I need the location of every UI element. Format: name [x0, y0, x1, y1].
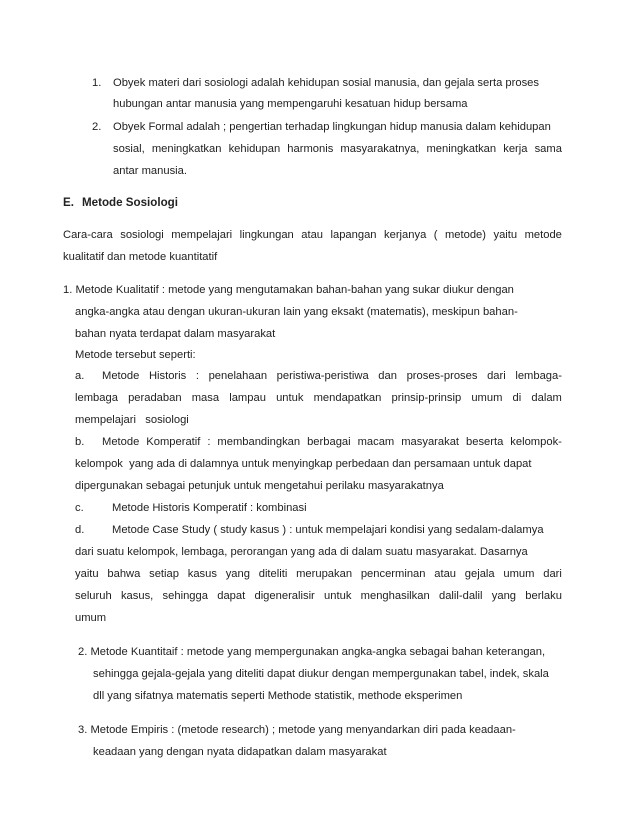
kualitatif-line-4: Metode tersebut seperti:: [75, 349, 196, 361]
word: mendapatkan: [313, 392, 382, 404]
word: yaitu: [493, 229, 518, 241]
word: metode): [444, 229, 487, 241]
item-b-line-1: [102, 435, 562, 449]
word: Metode: [102, 370, 140, 382]
word: pencerminan: [360, 568, 426, 580]
word: berlaku: [525, 590, 562, 602]
item-d-line-2: dari suatu kelompok, lembaga, perorangan yang ada di dalam suatu masyarakat. Dasarnya: [75, 546, 528, 558]
word: prinsip-prinsip: [391, 392, 462, 404]
word: masyarakatnya,: [340, 143, 420, 155]
word: dalam: [531, 392, 562, 404]
word: :: [195, 370, 199, 382]
word: dalil-dalil: [438, 590, 483, 602]
item-b-line-2: kelompok yang ada di dalamnya untuk menyingkap perbedaan dan persamaan untuk dapat: [75, 458, 532, 470]
word: Metode: [102, 436, 140, 448]
word: Historis: [148, 370, 187, 382]
word: lembaga: [75, 392, 118, 404]
word: atau: [301, 229, 324, 241]
word: kasus: [187, 568, 217, 580]
word: harmonis: [287, 143, 334, 155]
word: merupakan: [296, 568, 353, 580]
word: atau: [434, 568, 457, 580]
word: umum: [503, 568, 535, 580]
intro-list-item-1-line-1: Obyek materi dari sosiologi adalah kehidupan sosial manusia, dan gejala serta proses: [113, 77, 539, 89]
item-d-line-1: Metode Case Study ( study kasus ) : untuk mempelajari kondisi yang sedalam-dalamya: [112, 524, 544, 536]
word: proses-proses: [406, 370, 478, 382]
word: seluruh: [75, 590, 112, 602]
word: lampau: [229, 392, 266, 404]
word: yang: [491, 590, 517, 602]
item-b-letter: b.: [75, 436, 85, 448]
kuantitatif-line-1: 2. Metode Kuantitaif : metode yang mempergunakan angka-angka sebagai bahan keterangan,: [78, 646, 546, 658]
item-d-line-3: [75, 567, 562, 581]
word: peristiwa-peristiwa: [276, 370, 369, 382]
word: digeneralisir: [254, 590, 315, 602]
word: membandingkan: [217, 436, 301, 448]
intro-paragraph-line-1: [63, 228, 562, 242]
word: macam: [357, 436, 395, 448]
word: dari: [543, 568, 562, 580]
word: yang: [225, 568, 250, 580]
intro-list-item-2-line-2: [113, 142, 562, 156]
word: Cara-cara: [63, 229, 113, 241]
word: gejala: [464, 568, 495, 580]
item-a-line-2: [75, 391, 562, 405]
word: penelahaan: [208, 370, 268, 382]
word: dan: [378, 370, 397, 382]
empiris-line-2: keadaan yang dengan nyata didapatkan dalam masyarakat: [93, 746, 387, 758]
word: metode: [524, 229, 562, 241]
word: kerja: [503, 143, 528, 155]
item-b-line-3: dipergunakan sebagai petunjuk untuk mengetahui perilaku masyarakatnya: [75, 480, 444, 492]
kuantitatif-line-3: dll yang sifatnya matematis seperti Methode statistik, methode eksperimen: [93, 690, 463, 702]
item-a-line-1: [102, 369, 562, 383]
word: untuk: [324, 590, 352, 602]
word: umum: [471, 392, 503, 404]
word: diteliti: [258, 568, 288, 580]
word: meningkatkan: [151, 143, 222, 155]
item-d-line-5: umum: [75, 612, 107, 624]
word: Komperatif: [146, 436, 201, 448]
word: peradaban: [128, 392, 182, 404]
word: setiap: [149, 568, 179, 580]
intro-list-number-2: 2.: [92, 121, 102, 133]
word: meningkatkan: [426, 143, 497, 155]
intro-list-item-2-line-3: antar manusia.: [113, 165, 188, 177]
word: menghasilkan: [360, 590, 430, 602]
word: di: [512, 392, 522, 404]
word: berbagai: [307, 436, 351, 448]
word: untuk: [276, 392, 304, 404]
intro-list-item-1-line-2: hubungan antar manusia yang mempengaruhi kesatuan hidup bersama: [113, 98, 468, 110]
word: kelompok-: [510, 436, 562, 448]
section-title: Metode Sosiologi: [82, 196, 178, 209]
word: kehidupan: [228, 143, 281, 155]
word: sosiologi: [120, 229, 164, 241]
item-a-letter: a.: [75, 370, 85, 382]
item-a-line-3: mempelajari sosiologi: [75, 414, 189, 426]
item-d-letter: d.: [75, 524, 85, 536]
word: kasus,: [120, 590, 154, 602]
intro-list-item-2-line-1: Obyek Formal adalah ; pengertian terhadap lingkungan hidup manusia dalam kehidupan: [113, 121, 551, 133]
word: masa: [191, 392, 220, 404]
word: lembaga-: [515, 370, 562, 382]
word: dari: [487, 370, 506, 382]
word: bahwa: [107, 568, 141, 580]
word: yaitu: [75, 568, 99, 580]
word: beserta: [466, 436, 504, 448]
kuantitatif-line-2: sehingga gejala-gejala yang diteliti dapat diukur dengan mempergunakan tabel, indek, skala: [93, 668, 549, 680]
item-d-line-4: [75, 589, 562, 603]
word: kerjanya: [384, 229, 427, 241]
word: mempelajari: [171, 229, 233, 241]
word: masyarakat: [401, 436, 460, 448]
word: sehingga: [162, 590, 208, 602]
intro-paragraph-line-2: kualitatif dan metode kuantitatif: [63, 251, 218, 263]
item-c-line-1: Metode Historis Komperatif : kombinasi: [112, 502, 307, 514]
section-label: E.: [63, 196, 74, 209]
kualitatif-line-3: bahan nyata terdapat dalam masyarakat: [75, 328, 276, 340]
intro-list-number-1: 1.: [92, 77, 102, 89]
word: (: [433, 229, 438, 241]
kualitatif-line-1: 1. Metode Kualitatif : metode yang mengutamakan bahan-bahan yang sukar diukur dengan: [63, 284, 514, 296]
word: dapat: [217, 590, 246, 602]
word: :: [207, 436, 211, 448]
word: sosial,: [113, 143, 145, 155]
word: lapangan: [330, 229, 377, 241]
word: sama: [534, 143, 562, 155]
item-c-letter: c.: [75, 502, 84, 514]
word: lingkungan: [239, 229, 294, 241]
kualitatif-line-2: angka-angka atau dengan ukuran-ukuran lain yang eksakt (matematis), meskipun bahan-: [75, 306, 518, 318]
empiris-line-1: 3. Metode Empiris : (metode research) ; metode yang menyandarkan diri pada keadaan-: [78, 724, 516, 736]
